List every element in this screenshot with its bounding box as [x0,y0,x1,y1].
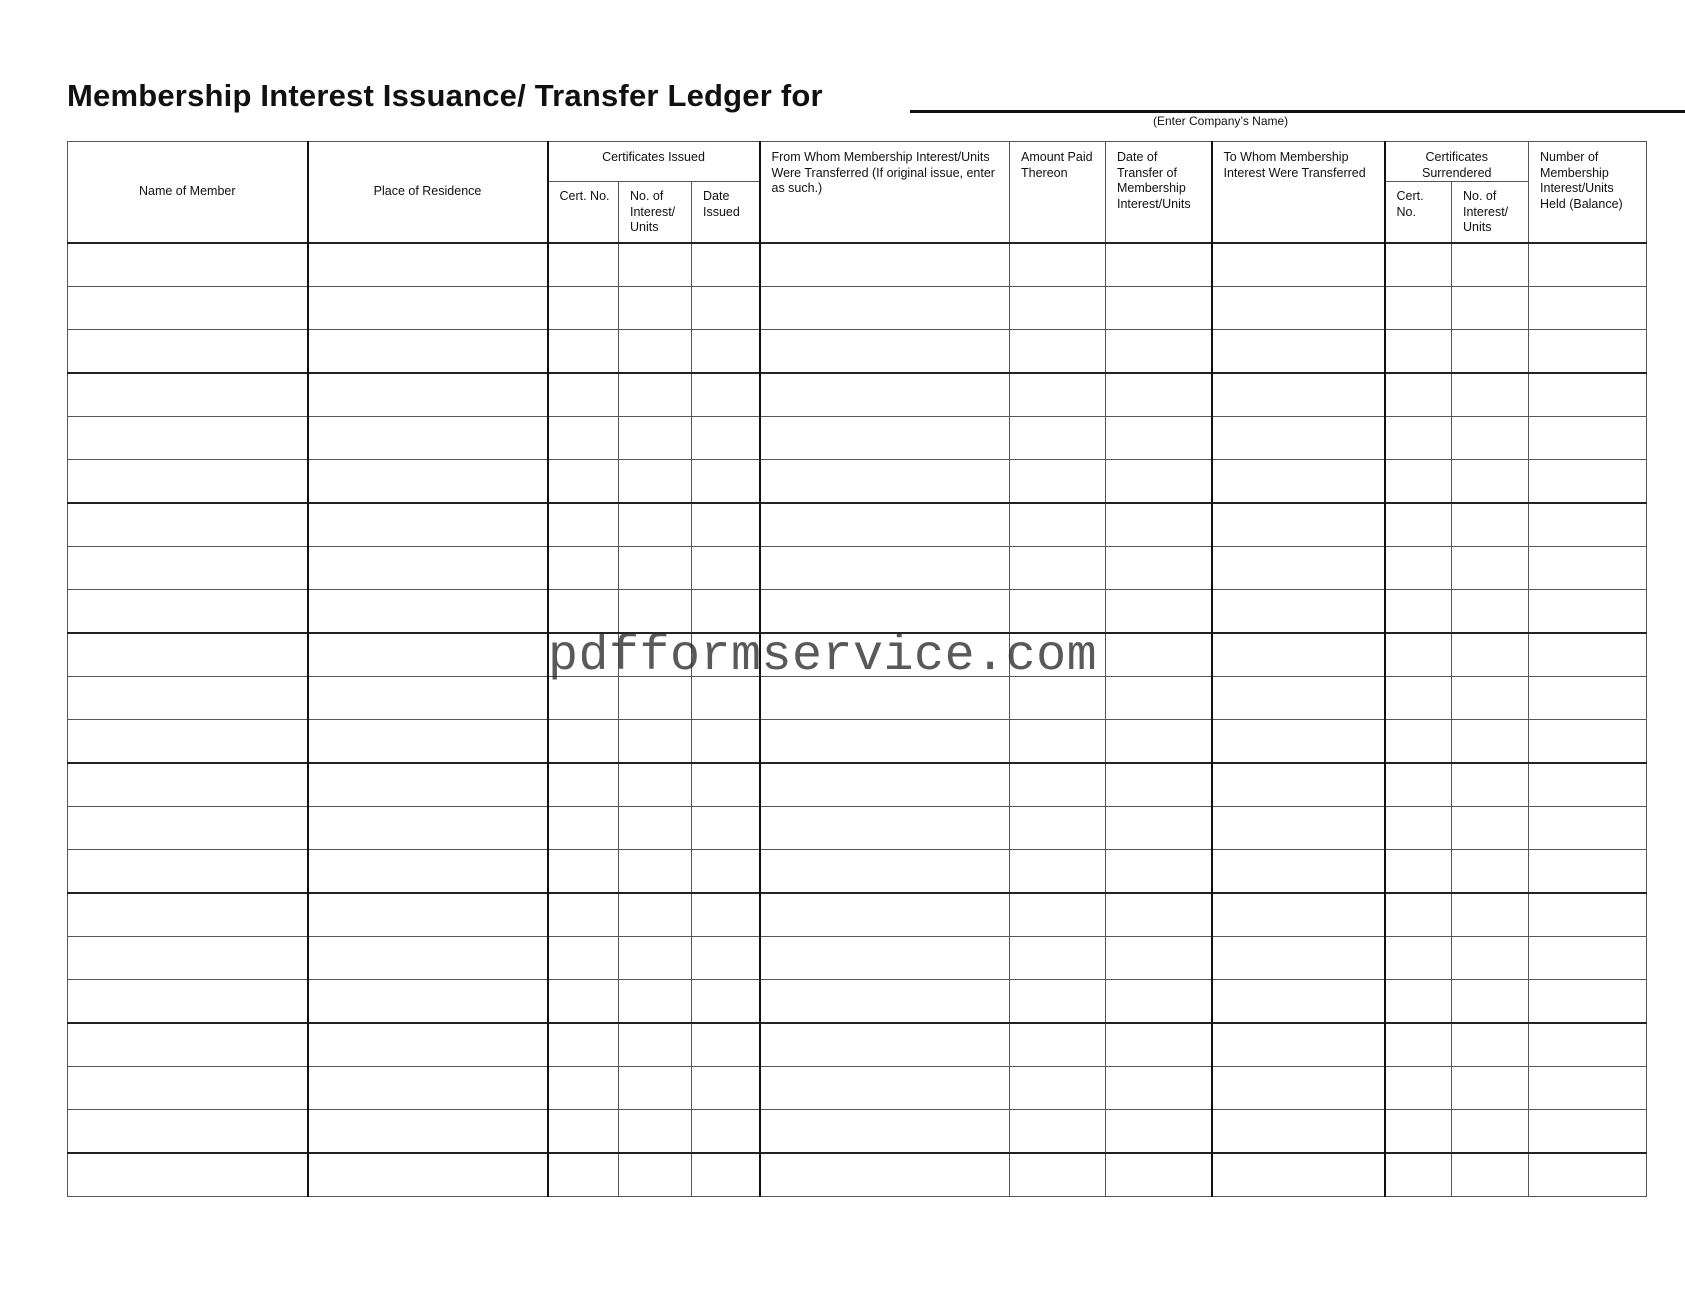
cell-from-whom[interactable] [760,287,1010,330]
cell-issued-cert-no[interactable] [548,763,619,807]
cell-issued-cert-no[interactable] [548,330,619,374]
cell-surrendered-no-of-interest[interactable] [1452,503,1529,547]
cell-name-of-member[interactable] [68,1067,308,1110]
cell-surrendered-cert-no[interactable] [1385,807,1452,850]
cell-name-of-member[interactable] [68,807,308,850]
cell-to-whom[interactable] [1212,1067,1385,1110]
cell-surrendered-no-of-interest[interactable] [1452,1067,1529,1110]
cell-to-whom[interactable] [1212,330,1385,374]
cell-place-of-residence[interactable] [308,677,548,720]
cell-surrendered-cert-no[interactable] [1385,503,1452,547]
cell-name-of-member[interactable] [68,417,308,460]
cell-date-of-transfer[interactable] [1106,460,1212,504]
cell-name-of-member[interactable] [68,1023,308,1067]
cell-surrendered-cert-no[interactable] [1385,937,1452,980]
cell-date-of-transfer[interactable] [1106,373,1212,417]
cell-number-held[interactable] [1529,937,1647,980]
cell-issued-no-of-interest[interactable] [619,330,692,374]
cell-number-held[interactable] [1529,547,1647,590]
cell-name-of-member[interactable] [68,243,308,287]
cell-place-of-residence[interactable] [308,1067,548,1110]
cell-amount-paid[interactable] [1010,547,1106,590]
cell-surrendered-cert-no[interactable] [1385,547,1452,590]
col-header-surrendered-cert-no: Cert. No. [1385,182,1452,244]
cell-to-whom[interactable] [1212,633,1385,677]
cell-number-held[interactable] [1529,1067,1647,1110]
cell-date-issued[interactable] [692,1067,760,1110]
cell-amount-paid[interactable] [1010,1153,1106,1197]
cell-name-of-member[interactable] [68,287,308,330]
cell-number-held[interactable] [1529,763,1647,807]
table-row [68,590,1647,634]
cell-from-whom[interactable] [760,330,1010,374]
cell-issued-no-of-interest[interactable] [619,590,692,634]
cell-surrendered-cert-no[interactable] [1385,893,1452,937]
cell-surrendered-cert-no[interactable] [1385,243,1452,287]
cell-place-of-residence[interactable] [308,287,548,330]
cell-from-whom[interactable] [760,720,1010,764]
cell-date-issued[interactable] [692,243,760,287]
col-header-from-whom: From Whom Membership Interest/Units Were Transferred (If original issue, enter as such.) [760,142,1010,244]
cell-surrendered-cert-no[interactable] [1385,677,1452,720]
cell-issued-no-of-interest[interactable] [619,460,692,504]
cell-date-of-transfer[interactable] [1106,850,1212,894]
cell-date-issued[interactable] [692,547,760,590]
cell-surrendered-no-of-interest[interactable] [1452,807,1529,850]
cell-surrendered-no-of-interest[interactable] [1452,243,1529,287]
cell-amount-paid[interactable] [1010,763,1106,807]
cell-from-whom[interactable] [760,850,1010,894]
cell-place-of-residence[interactable] [308,763,548,807]
table-row [68,763,1647,807]
cell-from-whom[interactable] [760,460,1010,504]
cell-from-whom[interactable] [760,373,1010,417]
cell-issued-no-of-interest[interactable] [619,547,692,590]
cell-number-held[interactable] [1529,503,1647,547]
cell-surrendered-no-of-interest[interactable] [1452,460,1529,504]
cell-to-whom[interactable] [1212,850,1385,894]
table-row [68,417,1647,460]
cell-issued-no-of-interest[interactable] [619,1153,692,1197]
cell-name-of-member[interactable] [68,330,308,374]
cell-date-of-transfer[interactable] [1106,287,1212,330]
cell-number-held[interactable] [1529,590,1647,634]
cell-issued-cert-no[interactable] [548,980,619,1024]
cell-surrendered-cert-no[interactable] [1385,1153,1452,1197]
cell-surrendered-cert-no[interactable] [1385,1023,1452,1067]
cell-to-whom[interactable] [1212,287,1385,330]
cell-issued-cert-no[interactable] [548,417,619,460]
cell-number-held[interactable] [1529,1110,1647,1154]
cell-place-of-residence[interactable] [308,1110,548,1154]
cell-to-whom[interactable] [1212,503,1385,547]
table-row [68,373,1647,417]
cell-issued-no-of-interest[interactable] [619,1023,692,1067]
table-row [68,850,1647,894]
cell-date-issued[interactable] [692,590,760,634]
cell-place-of-residence[interactable] [308,720,548,764]
cell-date-of-transfer[interactable] [1106,1067,1212,1110]
cell-from-whom[interactable] [760,1153,1010,1197]
cell-to-whom[interactable] [1212,1023,1385,1067]
cell-number-held[interactable] [1529,677,1647,720]
cell-amount-paid[interactable] [1010,937,1106,980]
cell-date-of-transfer[interactable] [1106,503,1212,547]
cell-name-of-member[interactable] [68,937,308,980]
cell-date-issued[interactable] [692,1153,760,1197]
cell-date-issued[interactable] [692,937,760,980]
cell-date-of-transfer[interactable] [1106,807,1212,850]
cell-place-of-residence[interactable] [308,243,548,287]
cell-date-of-transfer[interactable] [1106,677,1212,720]
cell-date-issued[interactable] [692,720,760,764]
col-header-amount-paid: Amount Paid Thereon [1010,142,1106,244]
cell-name-of-member[interactable] [68,763,308,807]
cell-issued-cert-no[interactable] [548,460,619,504]
cell-from-whom[interactable] [760,417,1010,460]
cell-number-held[interactable] [1529,720,1647,764]
cell-surrendered-cert-no[interactable] [1385,417,1452,460]
company-name-caption: (Enter Company’s Name) [1153,114,1289,128]
cell-issued-cert-no[interactable] [548,937,619,980]
page-title: Membership Interest Issuance/ Transfer Ledger for [67,78,823,113]
col-header-certificates-issued: Certificates Issued [548,142,760,182]
cell-number-held[interactable] [1529,850,1647,894]
cell-surrendered-no-of-interest[interactable] [1452,287,1529,330]
table-row [68,1067,1647,1110]
cell-name-of-member[interactable] [68,720,308,764]
cell-name-of-member[interactable] [68,1153,308,1197]
cell-surrendered-no-of-interest[interactable] [1452,417,1529,460]
cell-issued-no-of-interest[interactable] [619,287,692,330]
col-header-place-of-residence: Place of Residence [308,142,548,244]
cell-surrendered-cert-no[interactable] [1385,980,1452,1024]
cell-place-of-residence[interactable] [308,460,548,504]
cell-surrendered-no-of-interest[interactable] [1452,677,1529,720]
cell-surrendered-no-of-interest[interactable] [1452,763,1529,807]
cell-surrendered-cert-no[interactable] [1385,850,1452,894]
cell-date-of-transfer[interactable] [1106,1023,1212,1067]
col-header-date-issued: Date Issued [692,182,760,244]
cell-amount-paid[interactable] [1010,330,1106,374]
cell-name-of-member[interactable] [68,547,308,590]
cell-place-of-residence[interactable] [308,1153,548,1197]
col-header-number-held: Number of Membership Interest/Units Held (Balance) [1529,142,1647,244]
col-header-name-of-member: Name of Member [68,142,308,244]
cell-to-whom[interactable] [1212,373,1385,417]
cell-date-issued[interactable] [692,893,760,937]
cell-number-held[interactable] [1529,893,1647,937]
table-row [68,1110,1647,1154]
cell-number-held[interactable] [1529,373,1647,417]
cell-surrendered-cert-no[interactable] [1385,720,1452,764]
col-header-surrendered-no-of-interest: No. of Interest/ Units [1452,182,1529,244]
cell-surrendered-no-of-interest[interactable] [1452,720,1529,764]
cell-surrendered-no-of-interest[interactable] [1452,1110,1529,1154]
cell-date-of-transfer[interactable] [1106,243,1212,287]
cell-place-of-residence[interactable] [308,980,548,1024]
cell-date-issued[interactable] [692,287,760,330]
cell-from-whom[interactable] [760,893,1010,937]
cell-surrendered-cert-no[interactable] [1385,590,1452,634]
cell-from-whom[interactable] [760,980,1010,1024]
cell-issued-cert-no[interactable] [548,503,619,547]
cell-to-whom[interactable] [1212,243,1385,287]
cell-to-whom[interactable] [1212,547,1385,590]
cell-from-whom[interactable] [760,590,1010,634]
cell-date-issued[interactable] [692,330,760,374]
cell-issued-no-of-interest[interactable] [619,373,692,417]
cell-issued-no-of-interest[interactable] [619,1067,692,1110]
cell-date-of-transfer[interactable] [1106,590,1212,634]
cell-place-of-residence[interactable] [308,633,548,677]
cell-amount-paid[interactable] [1010,720,1106,764]
cell-date-of-transfer[interactable] [1106,720,1212,764]
cell-to-whom[interactable] [1212,590,1385,634]
cell-surrendered-no-of-interest[interactable] [1452,330,1529,374]
cell-place-of-residence[interactable] [308,937,548,980]
cell-to-whom[interactable] [1212,1110,1385,1154]
cell-place-of-residence[interactable] [308,807,548,850]
cell-number-held[interactable] [1529,1023,1647,1067]
cell-amount-paid[interactable] [1010,417,1106,460]
cell-issued-cert-no[interactable] [548,807,619,850]
cell-number-held[interactable] [1529,460,1647,504]
cell-issued-cert-no[interactable] [548,547,619,590]
ledger-header [68,142,1647,244]
cell-amount-paid[interactable] [1010,460,1106,504]
table-row [68,547,1647,590]
table-row [68,243,1647,287]
cell-name-of-member[interactable] [68,503,308,547]
cell-surrendered-no-of-interest[interactable] [1452,373,1529,417]
cell-place-of-residence[interactable] [308,417,548,460]
cell-issued-no-of-interest[interactable] [619,763,692,807]
cell-to-whom[interactable] [1212,460,1385,504]
cell-date-issued[interactable] [692,460,760,504]
cell-issued-no-of-interest[interactable] [619,243,692,287]
cell-place-of-residence[interactable] [308,373,548,417]
cell-date-of-transfer[interactable] [1106,763,1212,807]
cell-date-issued[interactable] [692,980,760,1024]
col-header-date-of-transfer: Date of Transfer of Membership Interest/Units [1106,142,1212,244]
cell-amount-paid[interactable] [1010,1110,1106,1154]
table-row [68,893,1647,937]
cell-to-whom[interactable] [1212,720,1385,764]
cell-surrendered-no-of-interest[interactable] [1452,893,1529,937]
cell-amount-paid[interactable] [1010,807,1106,850]
cell-surrendered-cert-no[interactable] [1385,633,1452,677]
table-row [68,503,1647,547]
cell-place-of-residence[interactable] [308,503,548,547]
table-row [68,807,1647,850]
cell-from-whom[interactable] [760,937,1010,980]
cell-surrendered-no-of-interest[interactable] [1452,980,1529,1024]
cell-issued-no-of-interest[interactable] [619,720,692,764]
cell-place-of-residence[interactable] [308,1023,548,1067]
cell-date-of-transfer[interactable] [1106,980,1212,1024]
cell-date-of-transfer[interactable] [1106,633,1212,677]
col-header-to-whom: To Whom Membership Interest Were Transferred [1212,142,1385,244]
cell-to-whom[interactable] [1212,807,1385,850]
cell-place-of-residence[interactable] [308,893,548,937]
cell-place-of-residence[interactable] [308,330,548,374]
cell-issued-no-of-interest[interactable] [619,893,692,937]
cell-from-whom[interactable] [760,1023,1010,1067]
cell-surrendered-no-of-interest[interactable] [1452,1153,1529,1197]
cell-date-issued[interactable] [692,373,760,417]
cell-date-of-transfer[interactable] [1106,1110,1212,1154]
cell-issued-no-of-interest[interactable] [619,417,692,460]
cell-to-whom[interactable] [1212,677,1385,720]
cell-date-of-transfer[interactable] [1106,893,1212,937]
cell-amount-paid[interactable] [1010,850,1106,894]
cell-surrendered-no-of-interest[interactable] [1452,547,1529,590]
cell-name-of-member[interactable] [68,893,308,937]
table-row [68,1023,1647,1067]
cell-to-whom[interactable] [1212,980,1385,1024]
table-row [68,1153,1647,1197]
cell-number-held[interactable] [1529,633,1647,677]
cell-amount-paid[interactable] [1010,590,1106,634]
cell-issued-cert-no[interactable] [548,590,619,634]
cell-place-of-residence[interactable] [308,590,548,634]
cell-date-issued[interactable] [692,417,760,460]
table-row [68,460,1647,504]
cell-from-whom[interactable] [760,243,1010,287]
cell-surrendered-cert-no[interactable] [1385,330,1452,374]
table-row [68,330,1647,374]
cell-to-whom[interactable] [1212,763,1385,807]
cell-issued-no-of-interest[interactable] [619,1110,692,1154]
cell-number-held[interactable] [1529,417,1647,460]
cell-surrendered-cert-no[interactable] [1385,373,1452,417]
cell-amount-paid[interactable] [1010,980,1106,1024]
cell-number-held[interactable] [1529,287,1647,330]
cell-surrendered-cert-no[interactable] [1385,287,1452,330]
cell-name-of-member[interactable] [68,980,308,1024]
cell-surrendered-no-of-interest[interactable] [1452,633,1529,677]
table-row [68,287,1647,330]
cell-issued-cert-no[interactable] [548,373,619,417]
cell-date-of-transfer[interactable] [1106,417,1212,460]
cell-date-of-transfer[interactable] [1106,330,1212,374]
cell-from-whom[interactable] [760,547,1010,590]
cell-amount-paid[interactable] [1010,243,1106,287]
cell-place-of-residence[interactable] [308,850,548,894]
cell-from-whom[interactable] [760,1110,1010,1154]
table-row [68,720,1647,764]
cell-issued-no-of-interest[interactable] [619,850,692,894]
cell-number-held[interactable] [1529,243,1647,287]
cell-date-of-transfer[interactable] [1106,1153,1212,1197]
cell-issued-cert-no[interactable] [548,1110,619,1154]
company-name-line[interactable] [910,110,1685,113]
cell-to-whom[interactable] [1212,937,1385,980]
cell-issued-cert-no[interactable] [548,850,619,894]
cell-issued-cert-no[interactable] [548,720,619,764]
table-row [68,980,1647,1024]
cell-from-whom[interactable] [760,1067,1010,1110]
cell-from-whom[interactable] [760,503,1010,547]
cell-date-issued[interactable] [692,850,760,894]
cell-surrendered-no-of-interest[interactable] [1452,1023,1529,1067]
cell-name-of-member[interactable] [68,460,308,504]
watermark: pdfformservice.com [548,628,1098,685]
cell-surrendered-cert-no[interactable] [1385,763,1452,807]
cell-issued-no-of-interest[interactable] [619,980,692,1024]
cell-date-issued[interactable] [692,763,760,807]
cell-name-of-member[interactable] [68,590,308,634]
title-row [67,78,1627,120]
cell-date-issued[interactable] [692,807,760,850]
cell-issued-cert-no[interactable] [548,1153,619,1197]
cell-issued-cert-no[interactable] [548,893,619,937]
cell-number-held[interactable] [1529,980,1647,1024]
cell-amount-paid[interactable] [1010,1067,1106,1110]
cell-number-held[interactable] [1529,1153,1647,1197]
ledger-body [68,243,1647,1197]
cell-issued-cert-no[interactable] [548,287,619,330]
cell-to-whom[interactable] [1212,1153,1385,1197]
cell-issued-no-of-interest[interactable] [619,807,692,850]
cell-issued-cert-no[interactable] [548,243,619,287]
cell-amount-paid[interactable] [1010,503,1106,547]
cell-from-whom[interactable] [760,763,1010,807]
cell-amount-paid[interactable] [1010,1023,1106,1067]
cell-name-of-member[interactable] [68,633,308,677]
cell-place-of-residence[interactable] [308,547,548,590]
cell-date-of-transfer[interactable] [1106,547,1212,590]
cell-name-of-member[interactable] [68,850,308,894]
cell-date-of-transfer[interactable] [1106,937,1212,980]
cell-to-whom[interactable] [1212,417,1385,460]
cell-number-held[interactable] [1529,330,1647,374]
cell-date-issued[interactable] [692,503,760,547]
cell-surrendered-no-of-interest[interactable] [1452,850,1529,894]
cell-issued-no-of-interest[interactable] [619,937,692,980]
col-header-issued-no-of-interest: No. of Interest/ Units [619,182,692,244]
cell-name-of-member[interactable] [68,677,308,720]
col-header-certificates-surrendered: Certificates Surrendered [1385,142,1529,182]
cell-to-whom[interactable] [1212,893,1385,937]
cell-amount-paid[interactable] [1010,287,1106,330]
cell-issued-cert-no[interactable] [548,1067,619,1110]
cell-issued-cert-no[interactable] [548,1023,619,1067]
cell-amount-paid[interactable] [1010,373,1106,417]
cell-surrendered-no-of-interest[interactable] [1452,937,1529,980]
cell-date-issued[interactable] [692,1023,760,1067]
table-row [68,937,1647,980]
cell-from-whom[interactable] [760,807,1010,850]
cell-surrendered-cert-no[interactable] [1385,460,1452,504]
col-header-issued-cert-no: Cert. No. [548,182,619,244]
cell-name-of-member[interactable] [68,1110,308,1154]
cell-number-held[interactable] [1529,807,1647,850]
cell-surrendered-cert-no[interactable] [1385,1067,1452,1110]
cell-surrendered-cert-no[interactable] [1385,1110,1452,1154]
cell-date-issued[interactable] [692,1110,760,1154]
cell-name-of-member[interactable] [68,373,308,417]
cell-issued-no-of-interest[interactable] [619,503,692,547]
cell-amount-paid[interactable] [1010,893,1106,937]
cell-surrendered-no-of-interest[interactable] [1452,590,1529,634]
